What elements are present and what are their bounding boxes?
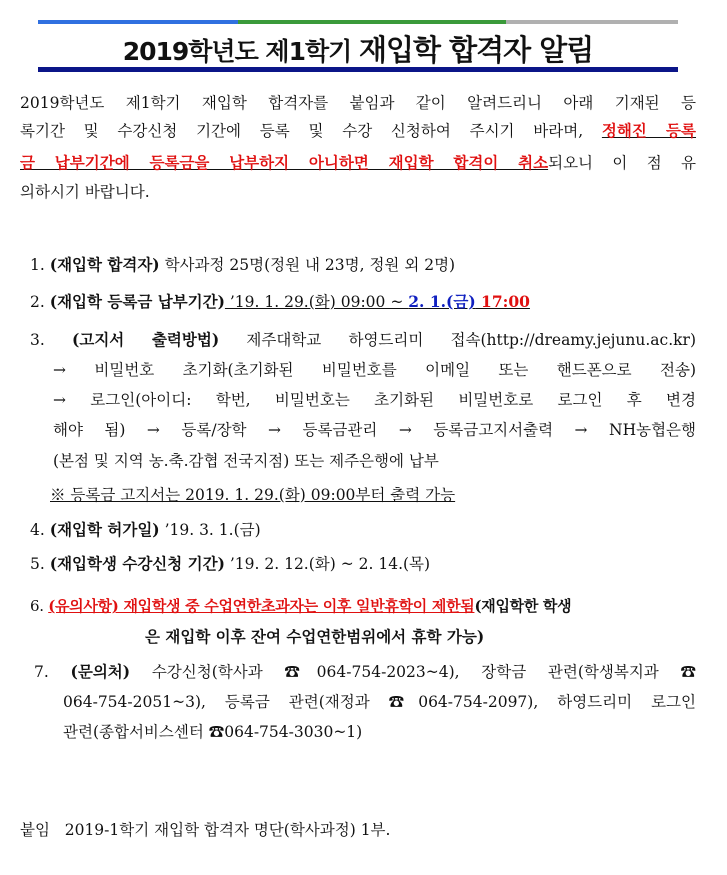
- item-5: 5. (재입학생 수강신청 기간) ’19. 2. 12.(화) ~ 2. 14.(목): [30, 554, 431, 573]
- intro-line: 록기간 및 수강신청 기간에 등록 및 수강 신청하여 주시기 바라며, 정해진 등록: [20, 121, 697, 140]
- item-4: 4. (재입학 허가일) ’19. 3. 1.(금): [30, 520, 261, 539]
- page-title: [38, 28, 678, 69]
- intro-line: 2019학년도 제1학기 재입학 합격자를 붙임과 같이 알려드리니 아래 기재된 등: [20, 94, 696, 112]
- item-3-line: → 비밀번호 초기화(초기화된 비밀번호를 이메일 또는 핸드폰으로 전송): [53, 361, 696, 379]
- item-6: 6. (유의사항) 재입학생 중 수업연한초과자는 이후 일반휴학이 제한됨(재입학한 학생: [30, 597, 572, 615]
- item-1: 1. (재입학 합격자) 학사과정 25명(정원 내 23명, 정원 외 2명): [30, 255, 456, 274]
- item-6-line: 은 재입학 이후 잔여 수업연한범위에서 휴학 가능): [145, 627, 485, 646]
- notice-note: ※ 등록금 고지서는 2019. 1. 29.(화) 09:00부터 출력 가능: [50, 486, 456, 504]
- attachment-note: 붙임 2019-1학기 재입학 합격자 명단(학사과정) 1부.: [20, 821, 391, 839]
- header-bar-blue: [38, 20, 238, 24]
- title-underline: [38, 67, 678, 72]
- header-bar-green: [238, 20, 506, 24]
- item-7: 7. (문의처) 수강신청(학사과 ☎064-754-2023~4), 장학금 관련(학생복지과 ☎: [34, 662, 696, 681]
- title-prefix: 2019학년도 제1학기: [122, 37, 359, 66]
- item-3-line: (본점 및 지역 농.축.감협 전국지점) 또는 제주은행에 납부: [53, 452, 439, 470]
- warning-text: 정해진 등록: [601, 121, 697, 140]
- intro-line: 의하시기 바랍니다.: [20, 183, 150, 201]
- warning-text: 금 납부기간에 등록금을 납부하지 아니하면 재입학 합격이 취소: [20, 153, 549, 172]
- header-bar-gray: [506, 20, 678, 24]
- title-main: 재입학 합격자 알림: [358, 33, 594, 67]
- item-3-line: 해야 됨) → 등록/장학 → 등록금관리 → 등록금고지서출력 → NH농협은행: [53, 421, 696, 439]
- intro-line: 금 납부기간에 등록금을 납부하지 아니하면 재입학 합격이 취소되오니 이 점 유: [20, 153, 697, 172]
- item-3: 3. (고지서 출력방법) 제주대학교 하영드리미 접속(http://dreamy.jejunu.ac.kr): [30, 330, 696, 349]
- item-7-line: 관련(종합서비스센터 ☎064-754-3030~1): [63, 723, 363, 741]
- item-3-line: → 로그인(아이디: 학번, 비밀번호는 초기화된 비밀번호로 로그인 후 변경: [53, 391, 696, 409]
- item-7-line: 064-754-2051~3), 등록금 관련(재정과 ☎064-754-2097), 하영드리미 로그인: [63, 693, 696, 711]
- item-2: 2. (재입학 등록금 납부기간) ’19. 1. 29.(화) 09:00 ~ 2. 1.(금) 17:00: [30, 292, 530, 311]
